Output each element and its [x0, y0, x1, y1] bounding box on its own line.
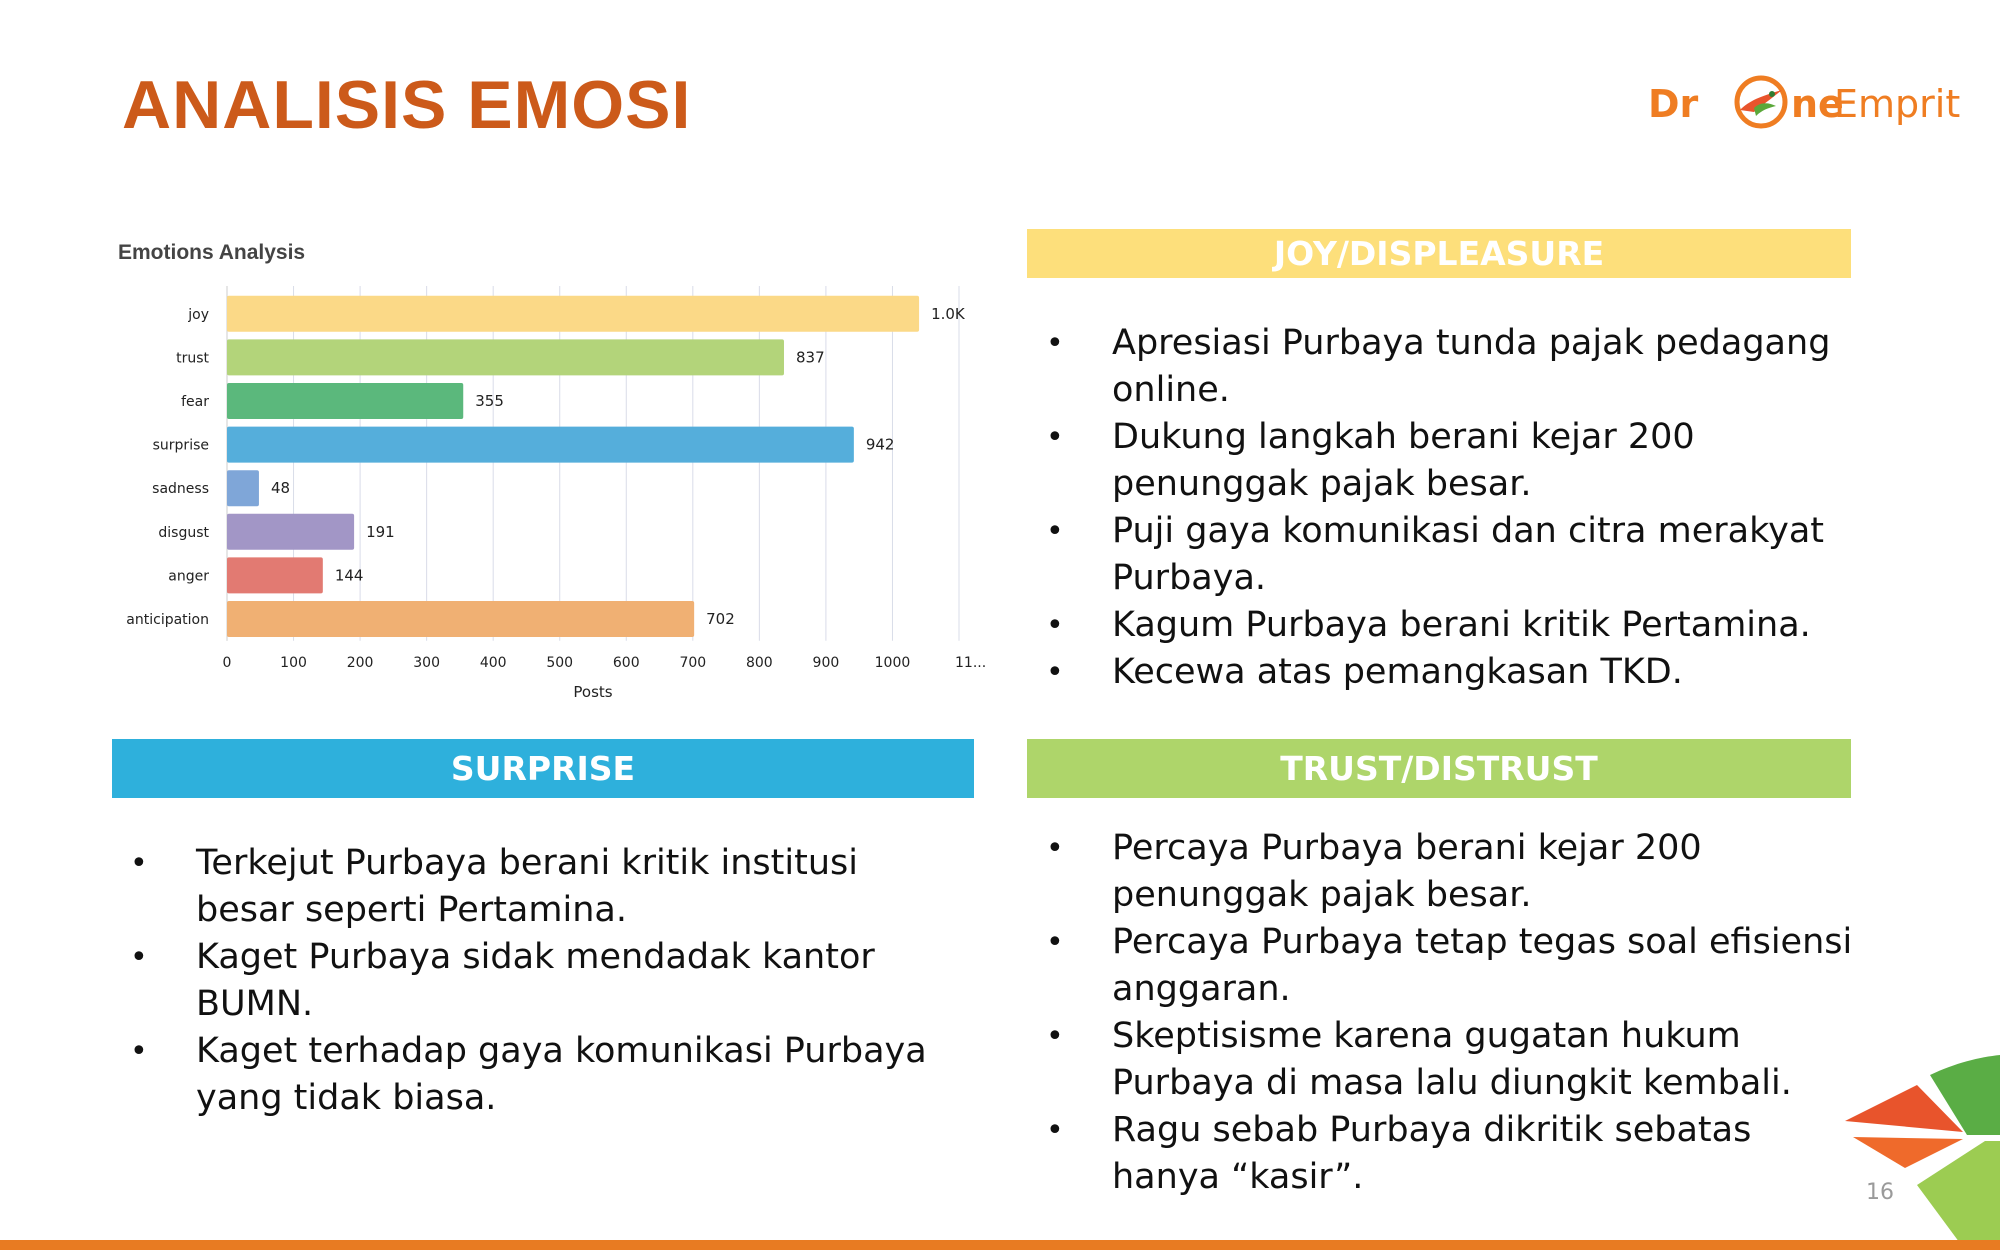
- category-label: anticipation: [126, 612, 209, 628]
- list-item: [1028, 649, 1858, 696]
- list-item: [112, 934, 942, 1028]
- trust-distrust-list: [1028, 825, 1858, 1201]
- x-tick-label: 500: [546, 654, 574, 671]
- x-tick-label: 0: [222, 654, 232, 671]
- x-axis-label: Posts: [573, 682, 613, 701]
- list-item-text: Kagum Purbaya berani kritik Pertamina.: [1112, 605, 1811, 645]
- surprise-list: [112, 840, 942, 1122]
- x-tick-label: 100: [280, 654, 307, 671]
- bar: [227, 339, 784, 375]
- x-tick-label: 1000: [874, 654, 911, 671]
- bullet-icon: •: [1046, 608, 1064, 643]
- bullet-icon: •: [130, 1034, 148, 1069]
- logo-bird-ring-icon: [1732, 72, 1790, 130]
- bar: [227, 427, 854, 463]
- list-item-text: Skeptisisme karena gugatan hukum Purbaya di masa lalu diungkit kembali.: [1112, 1016, 1792, 1103]
- x-tick-label: 400: [479, 654, 507, 671]
- bullet-icon: •: [1046, 326, 1064, 361]
- list-item-text: Terkejut Purbaya berani kritik institusi besar seperti Pertamina.: [196, 843, 858, 930]
- logo-text-emprit: Emprit: [1834, 82, 1961, 126]
- list-item-text: Apresiasi Purbaya tunda pajak pedagang online.: [1112, 323, 1831, 410]
- bar: [227, 514, 354, 550]
- list-item: [1028, 320, 1858, 414]
- bar-value-label: 837: [795, 348, 825, 367]
- bar-value-label: 144: [334, 566, 364, 585]
- list-item: [112, 840, 942, 934]
- bar-value-label: 48: [270, 479, 291, 498]
- category-label: joy: [188, 306, 209, 323]
- emotions-chart-svg: [112, 232, 987, 702]
- bottom-accent-bar: [0, 1240, 2000, 1250]
- list-item: [1028, 508, 1858, 602]
- bullet-icon: •: [1046, 831, 1064, 866]
- category-label: disgust: [158, 524, 209, 541]
- page-number: 16: [1866, 1180, 1894, 1205]
- x-tick-label: 200: [346, 654, 374, 671]
- bar: [227, 601, 694, 637]
- bar-value-label: 942: [865, 435, 895, 454]
- chart-title: Emotions Analysis: [118, 241, 306, 264]
- bar: [227, 557, 323, 593]
- joy-displeasure-header: JOY/DISPLEASURE: [1027, 229, 1851, 278]
- list-item-text: Puji gaya komunikasi dan citra merakyat Purbaya.: [1112, 511, 1824, 598]
- decorative-leaf-graphic: [1845, 1055, 2000, 1250]
- list-item: [1028, 1107, 1858, 1201]
- bar-value-label: 191: [366, 522, 395, 541]
- logo-text-dr: Dr: [1648, 82, 1699, 126]
- bar: [227, 296, 919, 332]
- category-label: anger: [168, 568, 209, 585]
- joy-displeasure-list: [1028, 320, 1858, 696]
- bullet-icon: •: [1046, 1113, 1064, 1148]
- bar-value-label: 355: [475, 392, 504, 410]
- category-label: trust: [176, 350, 209, 367]
- list-item-text: Ragu sebab Purbaya dikritik sebatas hanya “kasir”.: [1112, 1110, 1752, 1197]
- bar: [227, 470, 259, 506]
- bullet-icon: •: [1046, 514, 1064, 549]
- x-tick-label: 900: [812, 654, 840, 671]
- list-item-text: Dukung langkah berani kejar 200 penunggak pajak besar.: [1112, 417, 1695, 504]
- list-item: [1028, 825, 1858, 919]
- bullet-icon: •: [1046, 925, 1064, 960]
- list-item-text: Kaget Purbaya sidak mendadak kantor BUMN.: [196, 937, 875, 1024]
- bullet-icon: •: [1046, 655, 1064, 690]
- category-label: fear: [181, 394, 209, 410]
- bar-value-label: 1.0K: [931, 304, 965, 323]
- list-item-text: Percaya Purbaya berani kejar 200 penunggak pajak besar.: [1112, 828, 1702, 915]
- list-item: [1028, 1013, 1858, 1107]
- list-item-text: Percaya Purbaya tetap tegas soal efisiensi anggaran.: [1112, 922, 1853, 1009]
- bullet-icon: •: [130, 940, 148, 975]
- x-tick-label: 300: [413, 654, 441, 671]
- surprise-header: SURPRISE: [112, 739, 974, 798]
- logo-text-ne: ne: [1791, 82, 1844, 126]
- list-item: [1028, 919, 1858, 1013]
- list-item: [1028, 602, 1858, 649]
- x-tick-label: 700: [679, 654, 707, 671]
- list-item: [1028, 414, 1858, 508]
- category-label: sadness: [152, 481, 209, 498]
- bullet-icon: •: [1046, 1019, 1064, 1054]
- drone-emprit-logo: [1648, 72, 1961, 142]
- trust-distrust-header: TRUST/DISTRUST: [1027, 739, 1851, 798]
- bullet-icon: •: [1046, 420, 1064, 455]
- emotions-chart: [112, 232, 987, 702]
- list-item: [112, 1028, 942, 1122]
- category-label: surprise: [152, 437, 209, 454]
- bar-value-label: 702: [706, 610, 735, 628]
- slide-title: ANALISIS EMOSI: [122, 67, 692, 143]
- x-tick-label: 600: [612, 654, 640, 671]
- list-item-text: Kecewa atas pemangkasan TKD.: [1112, 652, 1683, 692]
- bullet-icon: •: [130, 846, 148, 881]
- x-tick-label: 11...: [955, 654, 987, 671]
- bar: [227, 383, 463, 419]
- x-tick-label: 800: [745, 654, 773, 671]
- list-item-text: Kaget terhadap gaya komunikasi Purbaya yang tidak biasa.: [196, 1031, 927, 1118]
